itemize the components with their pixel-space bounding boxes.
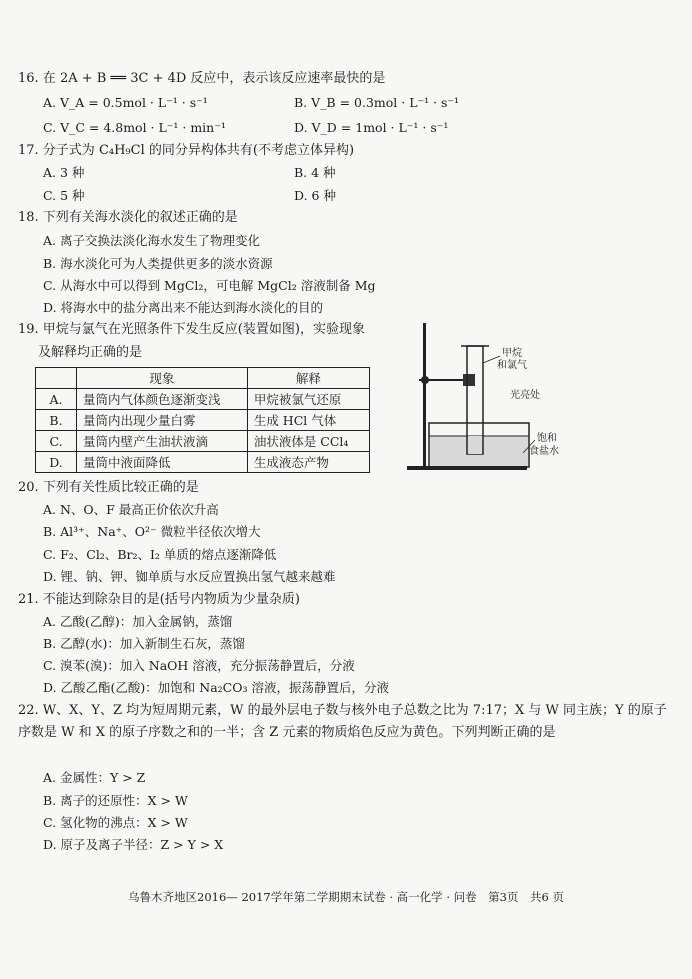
label-light: 光亮处 [510, 390, 540, 401]
table-header-cell: 解释 [247, 368, 369, 389]
table-cell: 油状液体是 CCl₄ [247, 431, 369, 452]
table-cell: C. [36, 431, 77, 452]
q21-option-b: B. 乙醇(水)：加入新制生石灰，蒸馏 [43, 636, 245, 651]
q20-option-c: C. F₂、Cl₂、Br₂、I₂ 单质的熔点逐渐降低 [43, 547, 277, 562]
table-cell: 量筒内气体颜色逐渐变浅 [77, 389, 248, 410]
q20-option-d: D. 锂、钠、钾、铷单质与水反应置换出氢气越来越难 [43, 569, 336, 584]
q17-stem: 17. 分子式为 C₄H₉Cl 的同分异构体共有(不考虑立体异构) [18, 143, 355, 158]
q16-option-c: C. V_C = 4.8mol · L⁻¹ · min⁻¹ [43, 120, 226, 135]
table-header-row [36, 368, 370, 389]
q20-option-a: A. N、O、F 最高正价依次升高 [43, 502, 219, 517]
q19-stem-line1: 19. 甲烷与氯气在光照条件下发生反应(装置如图)，实验现象 [18, 322, 365, 337]
table-cell: 量筒中液面降低 [77, 452, 248, 473]
q17-option-b: B. 4 种 [294, 165, 336, 180]
q17-option-a: A. 3 种 [43, 165, 85, 180]
stand-rod [423, 323, 426, 468]
table-row [36, 452, 370, 473]
cylinder-water [468, 436, 482, 454]
page-footer: 乌鲁木齐地区2016— 2017学年第二学期期末试卷 · 高一化学 · 问卷 第3页 共6 页 [128, 890, 564, 904]
q21-stem: 21. 不能达到除杂目的是(括号内物质为少量杂质) [18, 592, 300, 607]
q22-stem: 22. W、X、Y、Z 均为短周期元素，W 的最外层电子数与核外电子总数之比为 7:17；X 与 W 同主族；Y 的原子序数是 W 和 X 的原子序数之和的一半；含 Z 元素的物质焰色反应为黄色。下列判断正确的是 [18, 703, 667, 740]
q22-option-a: A. 金属性：Y > Z [43, 770, 146, 785]
q16-option-d: D. V_D = 1mol · L⁻¹ · s⁻¹ [294, 120, 449, 135]
label-gas-line1: 甲烷 [502, 348, 522, 359]
table-cell: B. [36, 410, 77, 431]
q17-option-d: D. 6 种 [294, 188, 336, 203]
table-cell: 甲烷被氯气还原 [247, 389, 369, 410]
q22-option-d: D. 原子及离子半径：Z > Y > X [43, 837, 224, 852]
q21-option-a: A. 乙酸(乙醇)：加入金属钠，蒸馏 [43, 614, 233, 629]
table-cell: 量筒内壁产生油状液滴 [77, 431, 248, 452]
q18-option-b: B. 海水淡化可为人类提供更多的淡水资源 [43, 256, 273, 271]
q16-option-a: A. V_A = 0.5mol · L⁻¹ · s⁻¹ [43, 95, 208, 110]
q21-option-d: D. 乙酸乙酯(乙酸)：加饱和 Na₂CO₃ 溶液，振荡静置后，分液 [43, 680, 389, 695]
q19-stem-line2: 及解释均正确的是 [38, 345, 143, 360]
q21-option-c: C. 溴苯(溴)：加入 NaOH 溶液，充分振荡静置后，分液 [43, 658, 355, 673]
table-row [36, 410, 370, 431]
q20-stem: 20. 下列有关性质比较正确的是 [18, 480, 199, 495]
clamp-head [463, 374, 475, 386]
q16-stem: 16. 在 2A + B ══ 3C + 4D 反应中，表示该反应速率最快的是 [18, 71, 386, 86]
q18-option-a: A. 离子交换法淡化海水发生了物理变化 [43, 233, 260, 248]
clamp-knob [421, 376, 429, 384]
q19-table [35, 367, 370, 473]
table-cell: A. [36, 389, 77, 410]
table-header-cell [36, 368, 77, 389]
table-cell: 量筒内出现少量白雾 [77, 410, 248, 431]
apparatus-figure [405, 318, 575, 478]
q18-option-c: C. 从海水中可以得到 MgCl₂，可电解 MgCl₂ 溶液制备 Mg [43, 278, 376, 293]
label-liquid-line2: 食盐水 [529, 446, 559, 457]
table-cell: 生成液态产物 [247, 452, 369, 473]
q17-option-c: C. 5 种 [43, 188, 85, 203]
q16-option-b: B. V_B = 0.3mol · L⁻¹ · s⁻¹ [294, 95, 460, 110]
q18-option-d: D. 将海水中的盐分离出来不能达到海水淡化的目的 [43, 300, 324, 315]
q20-option-b: B. Al³⁺、Na⁺、O²⁻ 微粒半径依次增大 [43, 524, 261, 539]
table-header-cell: 现象 [77, 368, 248, 389]
q18-stem: 18. 下列有关海水淡化的叙述正确的是 [18, 210, 238, 225]
table-row [36, 389, 370, 410]
table-row [36, 431, 370, 452]
q22-option-b: B. 离子的还原性：X > W [43, 793, 188, 808]
q22-option-c: C. 氢化物的沸点：X > W [43, 815, 188, 830]
table-cell: D. [36, 452, 77, 473]
label-liquid-line1: 饱和 [537, 433, 557, 444]
label-gas-line2: 和氯气 [497, 360, 527, 371]
table-cell: 生成 HCl 气体 [247, 410, 369, 431]
